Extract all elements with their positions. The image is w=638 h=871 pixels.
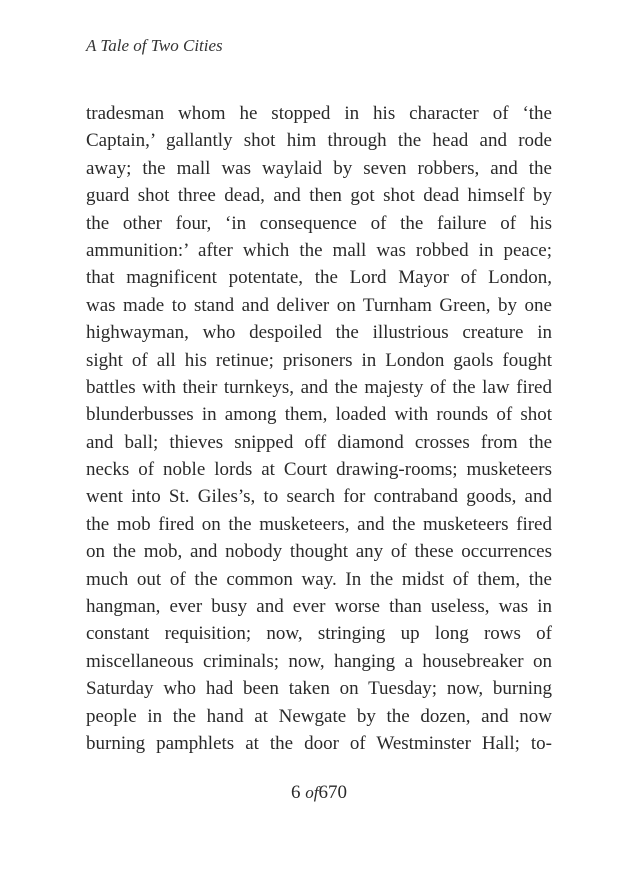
text-line: miscellaneous criminals; now, hanging a housebreaker on xyxy=(86,650,552,672)
text-line: that magnificent potentate, the Lord Mayor of London, xyxy=(86,267,552,289)
text-line: ammunition:’ after which the mall was robbed in peace; xyxy=(86,239,552,261)
text-line: guard shot three dead, and then got shot dead himself by xyxy=(86,185,552,207)
text-line: much out of the common way. In the midst of them, the xyxy=(86,568,552,590)
text-line: tradesman whom he stopped in his character of ‘the xyxy=(86,103,552,124)
page-current: 6 xyxy=(291,782,301,803)
body-text xyxy=(86,100,552,757)
text-line: hangman, ever busy and ever worse than useless, was in xyxy=(86,596,552,618)
running-header-title: A Tale of Two Cities xyxy=(86,36,223,55)
text-line: the mob fired on the musketeers, and the musketeers fired xyxy=(86,513,552,535)
text-line: went into St. Giles’s, to search for contraband goods, and xyxy=(86,486,552,508)
text-line: people in the hand at Newgate by the dozen, and now xyxy=(86,705,552,727)
text-line: Saturday who had been taken on Tuesday; now, burning xyxy=(86,678,552,700)
page-number xyxy=(0,782,638,804)
text-line: on the mob, and nobody thought any of these occurrences xyxy=(86,541,552,563)
page-total: 670 xyxy=(318,782,347,803)
text-line: highwayman, who despoiled the illustrious creature in xyxy=(86,322,552,344)
text-line: was made to stand and deliver on Turnham Green, by one xyxy=(86,294,552,316)
page-of-label: of xyxy=(305,783,319,802)
text-line: away; the mall was waylaid by seven robbers, and the xyxy=(86,157,552,179)
text-line: blunderbusses in among them, loaded with rounds of shot xyxy=(86,404,552,426)
text-line: sight of all his retinue; prisoners in London gaols fought xyxy=(86,349,552,371)
text-line: necks of noble lords at Court drawing-rooms; musketeers xyxy=(86,459,552,481)
text-line: Captain,’ gallantly shot him through the head and rode xyxy=(86,130,552,152)
text-line: constant requisition; now, stringing up long rows of xyxy=(86,623,552,645)
text-line: and ball; thieves snipped off diamond crosses from the xyxy=(86,431,552,453)
text-line: burning pamphlets at the door of Westminster Hall; to- xyxy=(86,732,552,754)
text-line: battles with their turnkeys, and the majesty of the law fired xyxy=(86,376,552,398)
text-line: the other four, ‘in consequence of the failure of his xyxy=(86,212,552,234)
